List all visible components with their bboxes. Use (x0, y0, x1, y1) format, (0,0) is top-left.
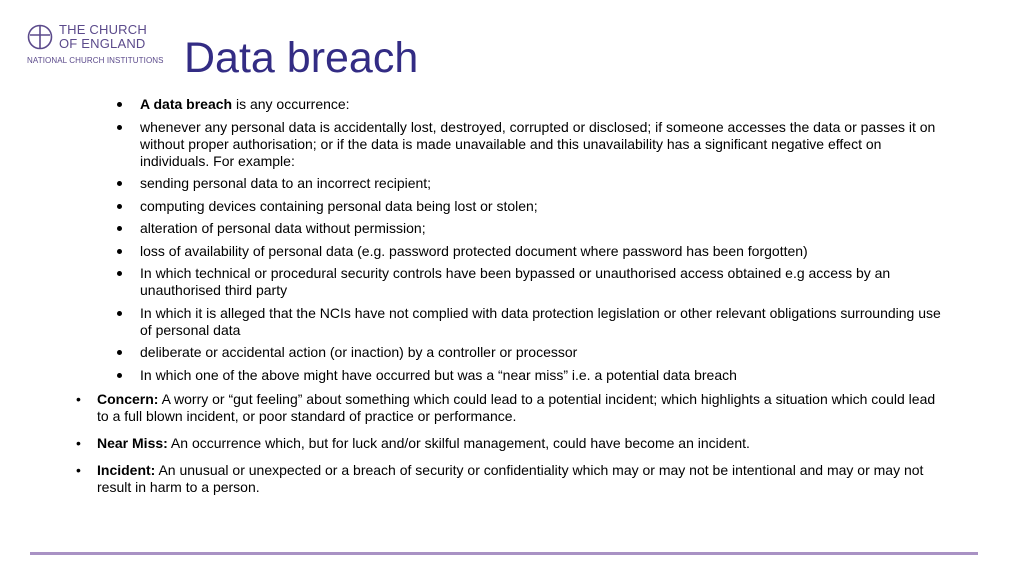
terms-list (70, 391, 950, 496)
logo-name-line-2: OF ENGLAND (59, 36, 146, 51)
list-item: In which one of the above might have occurred but was a “near miss” i.e. a potential data breach (70, 367, 950, 384)
definition-item (70, 96, 950, 113)
term-label: Near Miss: (97, 434, 168, 451)
term-text: An unusual or unexpected or a breach of security or confidentiality which may or may not be intentional and may or may not result in harm to a person. (97, 461, 924, 495)
logo-subtitle: NATIONAL CHURCH INSTITUTIONS (27, 56, 164, 65)
list-item: sending personal data to an incorrect recipient; (70, 175, 950, 192)
church-of-england-logo (27, 22, 177, 70)
logo-name-line-1: THE CHURCH (59, 22, 147, 37)
term-text: An occurrence which, but for luck and/or skilful management, could have become an incident. (167, 434, 750, 451)
term-label: Incident: (97, 461, 156, 478)
list-item: loss of availability of personal data (e.g. password protected document where password has been forgotten) (70, 243, 950, 260)
list-item: In which it is alleged that the NCIs have not complied with data protection legislation or other relevant obligations surrounding use of personal data (70, 305, 950, 339)
term-text: A worry or “gut feeling” about something which could lead to a potential incident; which highlights a situation which could lead to a full blown incident, or poor standard of practice or performance. (97, 390, 936, 424)
definition-term: A data breach (140, 96, 233, 112)
list-item: whenever any personal data is accidentally lost, destroyed, corrupted or disclosed; if someone accesses the data or passes it on without proper authorisation; or if the data is made unavailable and this unavailability has a significant negative effect on individuals. For example: (70, 119, 950, 170)
list-item: computing devices containing personal data being lost or stolen; (70, 198, 950, 215)
list-item: In which technical or procedural security controls have been bypassed or unauthorised access obtained e.g access by an unauthorised third party (70, 265, 950, 299)
cross-emblem-icon (27, 24, 53, 50)
term-near-miss (70, 435, 950, 452)
slide-content (70, 96, 950, 506)
logo-name (59, 23, 147, 51)
list-item: alteration of personal data without permission; (70, 220, 950, 237)
term-label: Concern: (97, 390, 159, 407)
definition-text: is any occurrence: (232, 96, 350, 112)
term-incident (70, 462, 950, 496)
breach-definition-list (70, 96, 950, 384)
footer-divider (30, 552, 978, 555)
page-title: Data breach (184, 34, 419, 82)
list-item: deliberate or accidental action (or inaction) by a controller or processor (70, 344, 950, 361)
term-concern (70, 391, 950, 425)
